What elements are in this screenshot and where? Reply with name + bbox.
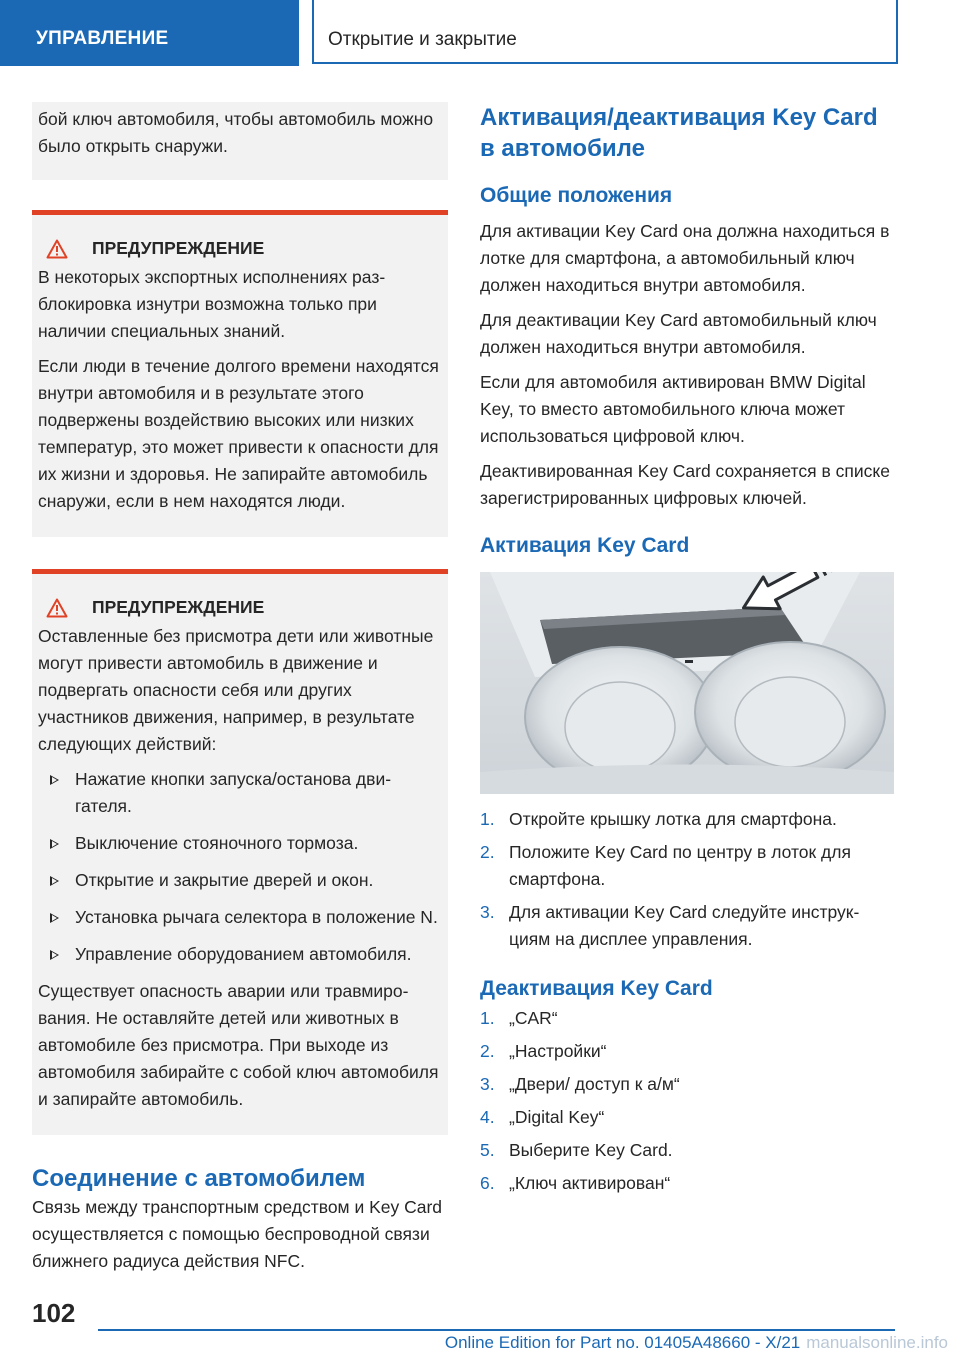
bullet-triangle-icon [50,775,59,785]
list-item: 3. „Двери/ доступ к а/м“ [480,1074,680,1094]
smartphone-tray-photo [480,572,894,794]
warning-2-list [38,766,442,968]
keycard-heading: Активация/деактивация Key Card в автомобиле [480,104,878,162]
deactivation-heading: Деактивация Key Card [480,977,713,1000]
general-paragraph: Если для автомобиля активирован BMW Digital Key, то вместо автомобильного ключа может использоваться цифровой ключ. [480,372,866,446]
warning-title-text-2: ПРЕДУПРЕЖДЕНИЕ [92,597,265,617]
list-item: 5. Выберите Key Card. [480,1140,673,1160]
warning-box-2 [32,569,448,1135]
list-item: 1. Откройте крышку лотка для смартфона. [480,809,837,829]
continued-text-box [32,102,448,180]
warning-2-paragraph-1: Оставленные без присмотра дети или животные могут привести автомобиль в движение и подвергать опасности себя или других участников движения, например, в результате следующих действий: [38,626,434,754]
header-section-label: УПРАВЛЕНИЕ [36,28,169,49]
warning-1-paragraph-2: Если люди в течение долгого времени находятся внутри автомобиля и в результате этого подвержены воздействию высоких или низких температур, это может привести к опасности для их жизни и здоровья. Не запирайте автомобиль снаружи, если в нем находятся люди. [38,356,439,511]
warning-triangle-icon [46,598,68,618]
list-item: 2. „Настройки“ [480,1041,607,1061]
general-paragraph: Для активации Key Card она должна находиться в лотке для смартфона, а автомобильный ключ должен находиться внутри автомобиля. [480,221,890,295]
bullet-triangle-icon [50,950,59,960]
footer-watermark: manualsonline.info [806,1333,948,1352]
warning-triangle-icon [46,239,68,259]
bullet-triangle-icon [50,839,59,849]
continued-text: бой ключ автомобиля, чтобы автомобиль можно было открыть снаружи. [38,109,434,156]
warning-title-2 [38,594,442,621]
footer-rule [98,1329,895,1331]
warning-box-1 [32,210,448,537]
page-number: 102 [32,1298,76,1328]
general-paragraph: Деактивированная Key Card сохраняется в списке зарегистрированных цифровых ключей. [480,461,890,508]
list-item: 2. Положите Key Card по центру в лоток для смартфона. [480,842,851,889]
list-item: Нажатие кнопки запуска/останова двигателя. [38,766,442,820]
header-chapter-tab [312,0,898,64]
warning-1-paragraph-1: В некоторых экспортных исполнениях разблокировка изнутри возможна только при наличии специальных знаний. [38,267,386,341]
connect-section [32,1163,448,1275]
list-item: Открытие и закрытие дверей и окон. [38,867,442,894]
list-item: 4. „Digital Key“ [480,1107,605,1127]
list-item: 3. Для активации Key Card следуйте инструкциям на дисплее управления. [480,902,860,949]
general-paragraph: Для деактивации Key Card автомобильный ключ должен находиться внутри автомобиля. [480,310,877,357]
list-item: Управление оборудованием автомобиля. [38,941,442,968]
bullet-triangle-icon [50,913,59,923]
warning-2-paragraph-2: Существует опасность аварии или травмирования. Не оставляйте детей или животных в автомобиле без присмотра. При выходе из автомобиля забирайте с собой ключ автомобиля и запирайте автомобиль. [38,981,439,1109]
list-item: Выключение стояночного тормоза. [38,830,442,857]
list-item: 1. „CAR“ [480,1008,558,1028]
bullet-triangle-icon [50,876,59,886]
footer-edition [445,1333,800,1353]
connect-heading: Соединение с автомобилем [32,1165,366,1192]
footer-edition-text: Online Edition for Part no. 01405A48660 - X/21 [444,1333,801,1352]
header-chapter-label: Открытие и закрытие [328,29,517,50]
warning-title-text-1: ПРЕДУПРЕЖДЕНИЕ [92,238,265,258]
warning-title-1 [38,235,442,262]
connect-text: Связь между транспортным средством и Key Card осуществляется с помощью беспроводной связи ближнего радиуса действия NFC. [32,1197,443,1271]
list-item: 6. „Ключ активирован“ [480,1173,671,1193]
general-heading: Общие положения [480,184,673,207]
list-item: Установка рычага селектора в положение N. [38,904,442,931]
activation-heading: Активация Key Card [480,534,690,557]
deactivation-steps [480,1005,894,1197]
activation-steps [480,806,894,953]
right-column [480,102,894,1203]
left-column [32,102,448,1275]
header-section-tab [0,0,299,66]
